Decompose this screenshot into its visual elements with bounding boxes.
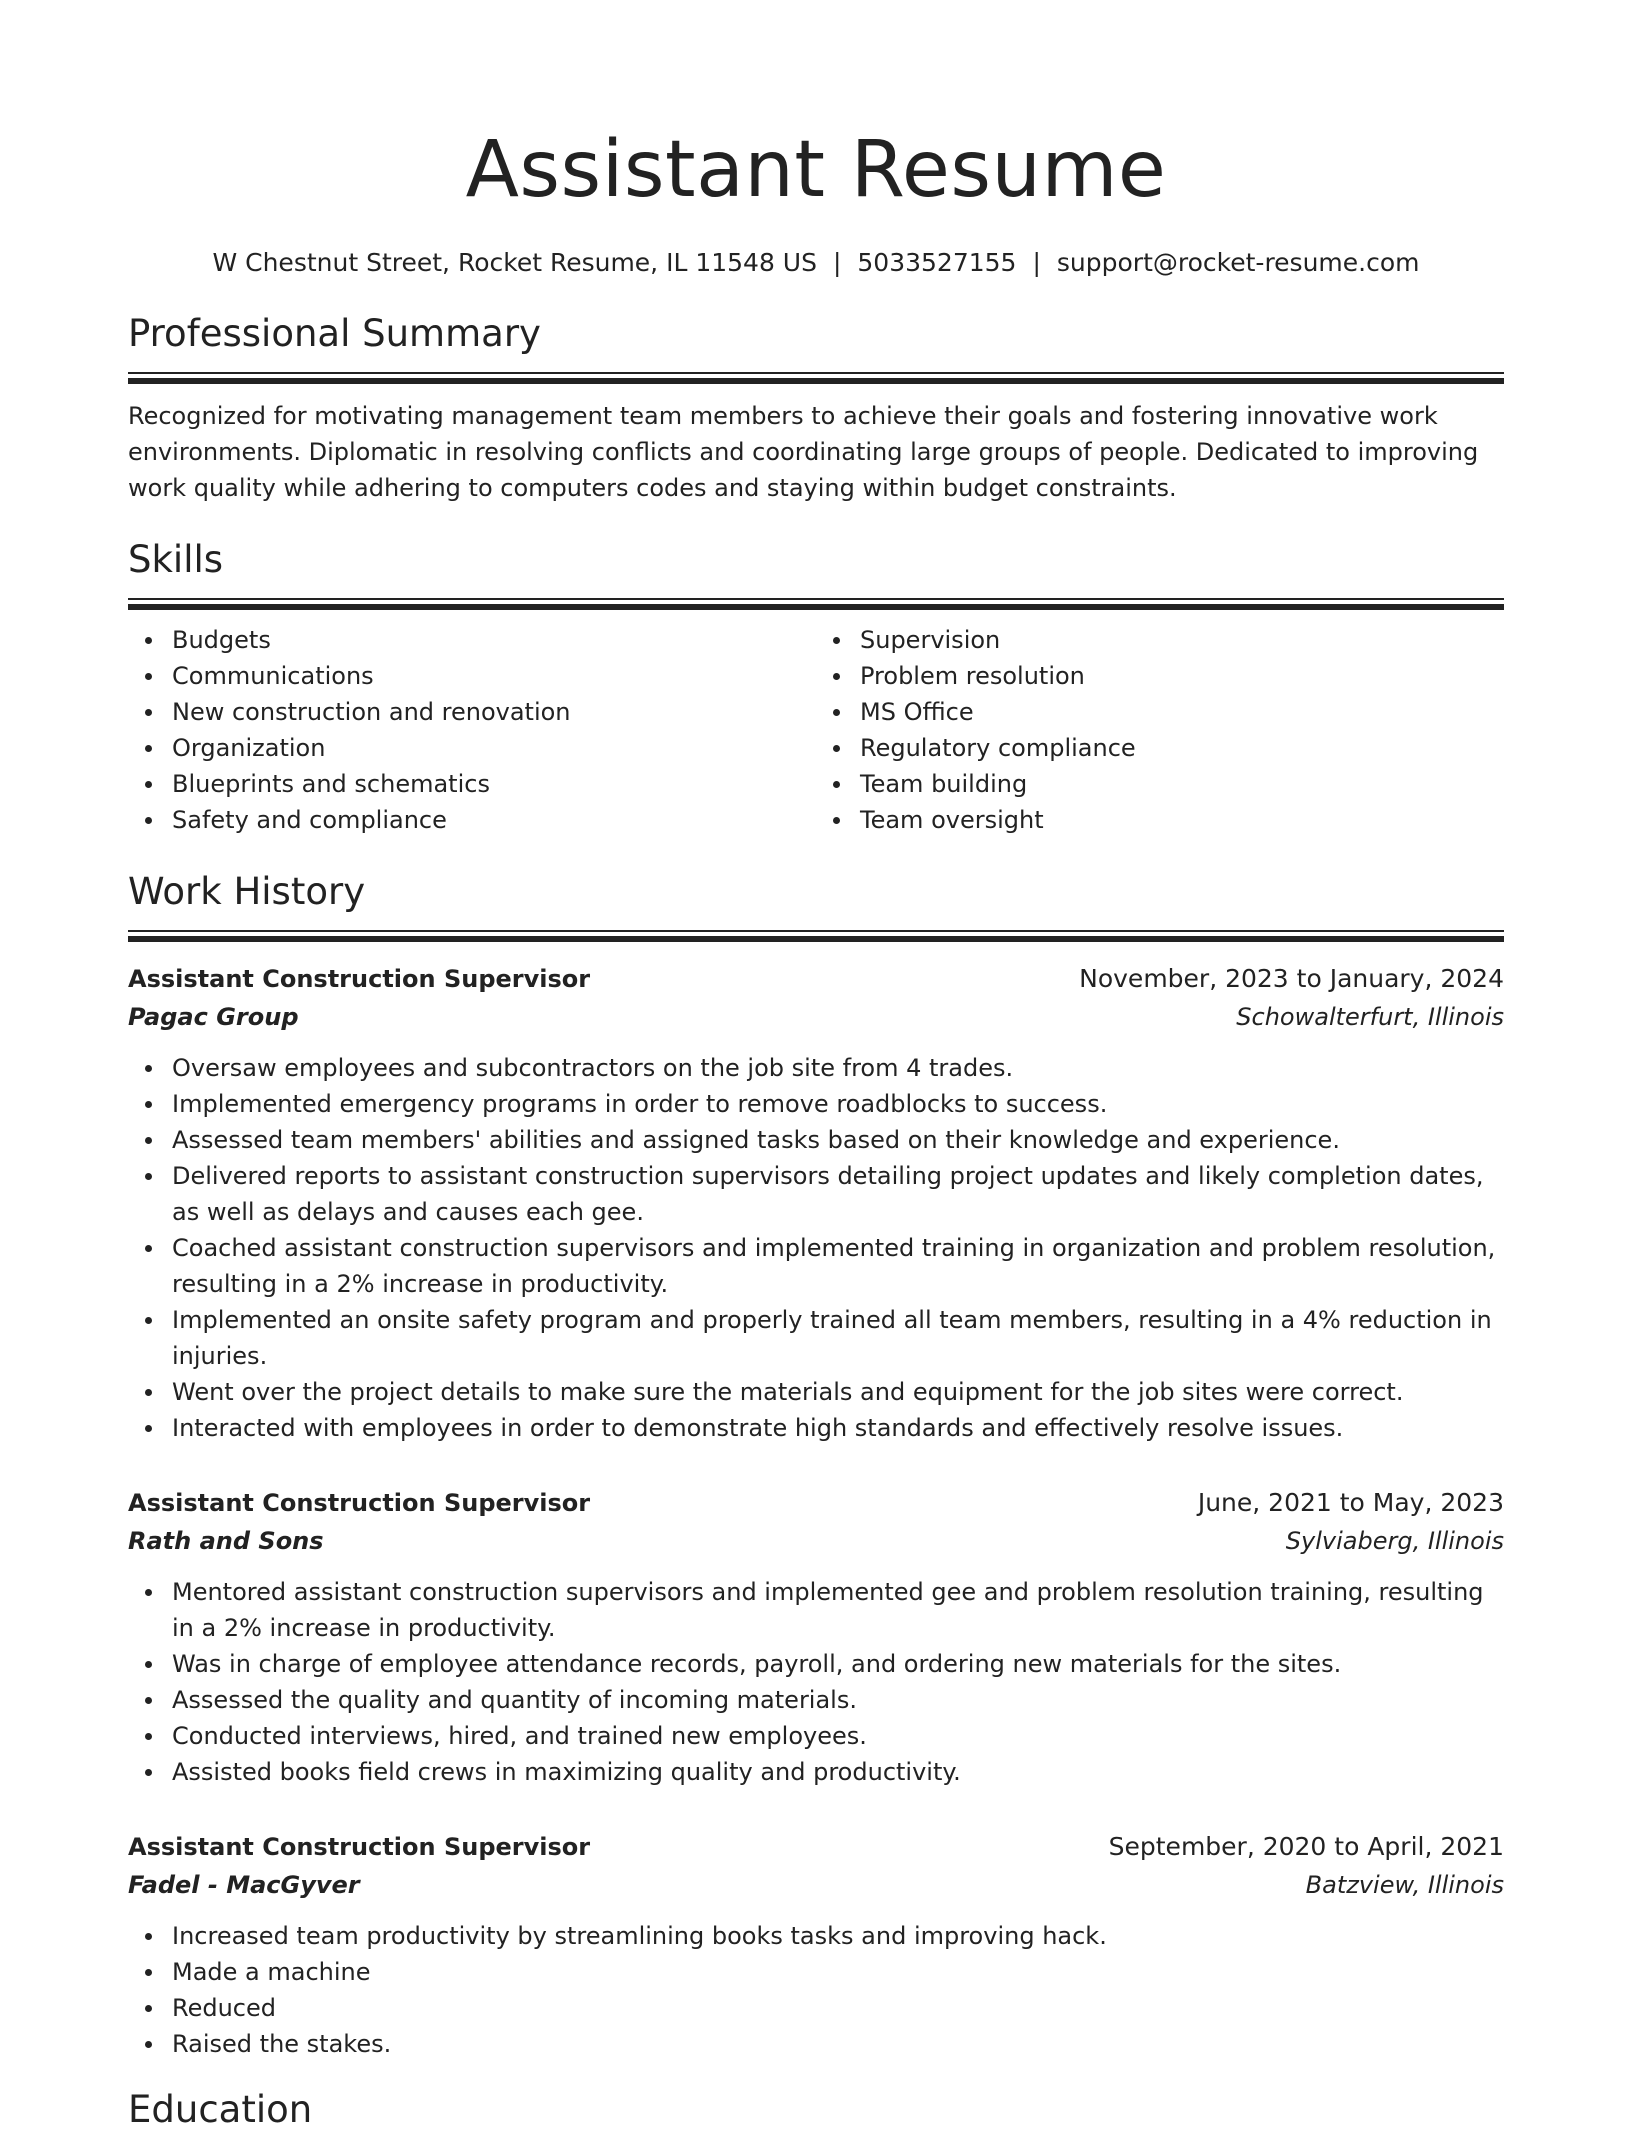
skills-heading: Skills	[128, 538, 224, 581]
section-divider	[128, 930, 1504, 942]
skill-item: Supervision	[860, 622, 1504, 658]
skill-item: New construction and renovation	[172, 694, 816, 730]
skill-item: Blueprints and schematics	[172, 766, 816, 802]
job-bullet: Assessed the quality and quantity of incoming materials.	[172, 1682, 1504, 1718]
job-bullet: Reduced	[172, 1990, 1504, 2026]
work-history-heading: Work History	[128, 870, 366, 913]
job-title: Assistant Construction Supervisor	[128, 1489, 591, 1517]
job-bullet: Was in charge of employee attendance records, payroll, and ordering new materials for the sites.	[172, 1646, 1504, 1682]
job-entry	[128, 1828, 1504, 2062]
job-bullet: Assessed team members' abilities and assigned tasks based on their knowledge and experience.	[172, 1122, 1504, 1158]
job-bullet: Mentored assistant construction supervisors and implemented gee and problem resolution training, resulting in a 2% increase in productivity.	[172, 1574, 1504, 1646]
skills-list-right	[816, 622, 1504, 838]
job-dates: June, 2021 to May, 2023	[1197, 1488, 1504, 1517]
job-bullet: Implemented an onsite safety program and properly trained all team members, resulting in a 4% reduction in injuries.	[172, 1302, 1504, 1374]
job-bullet: Implemented emergency programs in order to remove roadblocks to success.	[172, 1086, 1504, 1122]
job-bullet: Assisted books field crews in maximizing quality and productivity.	[172, 1754, 1504, 1790]
job-title: Assistant Construction Supervisor	[128, 1833, 591, 1861]
job-location: Sylviaberg, Illinois	[1285, 1527, 1504, 1555]
job-bullet: Coached assistant construction supervisors and implemented training in organization and problem resolution, resulting in a 2% increase in productivity.	[172, 1230, 1504, 1302]
job-bullet: Delivered reports to assistant construction supervisors detailing project updates and likely completion dates, as well as delays and causes each gee.	[172, 1158, 1504, 1230]
skills-list-left	[128, 622, 816, 838]
resume-title: Assistant Resume	[465, 125, 1167, 215]
skill-item: Regulatory compliance	[860, 730, 1504, 766]
education-heading: Education	[128, 2088, 313, 2131]
job-bullet: Oversaw employees and subcontractors on the job site from 4 trades.	[172, 1050, 1504, 1086]
job-dates: November, 2023 to January, 2024	[1079, 964, 1504, 993]
job-bullet: Interacted with employees in order to demonstrate high standards and effectively resolve issues.	[172, 1410, 1504, 1446]
job-entry	[128, 960, 1504, 1446]
contact-separator: |	[832, 248, 842, 277]
job-bullet: Went over the project details to make sure the materials and equipment for the job sites were correct.	[172, 1374, 1504, 1410]
job-bullet: Increased team productivity by streamlining books tasks and improving hack.	[172, 1918, 1504, 1954]
job-bullets	[128, 1918, 1504, 2062]
job-bullet: Made a machine	[172, 1954, 1504, 1990]
skills-section	[128, 534, 1504, 838]
section-divider	[128, 372, 1504, 384]
summary-heading: Professional Summary	[128, 312, 541, 355]
contact-separator: |	[1032, 248, 1041, 277]
summary-text: Recognized for motivating management team members to achieve their goals and fostering innovative work environments. Diplomatic in resolving conflicts and coordinating large groups of people. Dedicated to improving work quality while adhering to computers codes and staying within budget constraints.	[128, 402, 1479, 502]
work-history-section	[128, 866, 1504, 2062]
job-location: Batzview, Illinois	[1305, 1871, 1504, 1899]
job-bullets	[128, 1050, 1504, 1446]
job-company: Fadel - MacGyver	[128, 1871, 360, 1899]
job-bullet: Conducted interviews, hired, and trained new employees.	[172, 1718, 1504, 1754]
skill-item: Problem resolution	[860, 658, 1504, 694]
skill-item: Communications	[172, 658, 816, 694]
skill-item: Budgets	[172, 622, 816, 658]
skill-item: Team oversight	[860, 802, 1504, 838]
job-location: Schowalterfurt, Illinois	[1236, 1003, 1504, 1031]
job-title: Assistant Construction Supervisor	[128, 965, 591, 993]
job-company: Pagac Group	[128, 1003, 299, 1031]
job-dates: September, 2020 to April, 2021	[1108, 1832, 1504, 1861]
section-divider	[128, 598, 1504, 610]
summary-section	[128, 308, 1504, 506]
contact-email: support@rocket-resume.com	[1056, 248, 1420, 277]
contact-line	[128, 246, 1504, 280]
skill-item: Organization	[172, 730, 816, 766]
skill-item: Team building	[860, 766, 1504, 802]
skill-item: MS Office	[860, 694, 1504, 730]
job-bullets	[128, 1574, 1504, 1790]
job-company: Rath and Sons	[128, 1527, 324, 1555]
job-entry	[128, 1484, 1504, 1790]
contact-address: W Chestnut Street, Rocket Resume, IL 11548 US	[212, 248, 817, 277]
job-bullet: Raised the stakes.	[172, 2026, 1504, 2062]
skills-columns	[128, 622, 1504, 838]
contact-phone: 5033527155	[857, 248, 1017, 277]
skill-item: Safety and compliance	[172, 802, 816, 838]
